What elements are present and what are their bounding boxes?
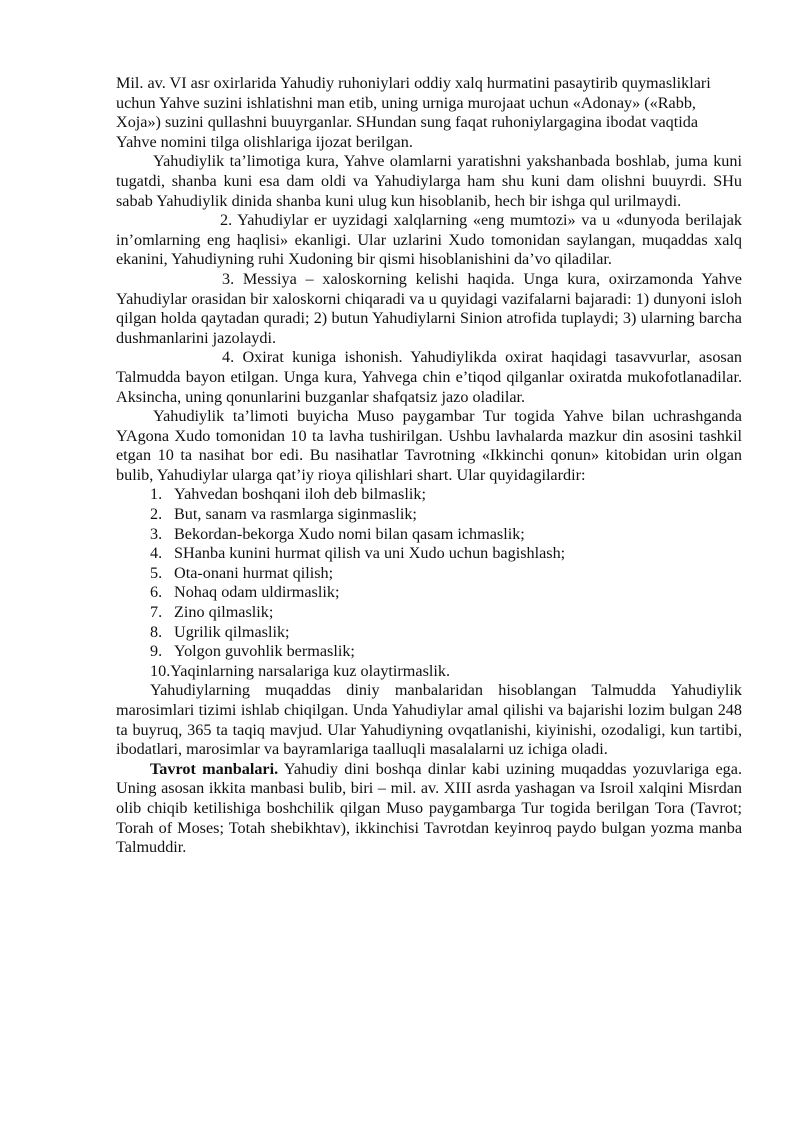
list-item-number: 5. [150,563,163,582]
list-item-text: Bekordan-bekorga Xudo nomi bilan qasam ichmaslik; [174,524,525,543]
list-item-number: 3. [150,524,163,543]
list-item-number: 6. [150,583,163,602]
paragraph-chosen-people: 2. Yahudiylar er uyzidagi xalqlarning «eng mumtozi» va u «dunyoda berilajak in’omlarning eng haqlisi» ekanligi. Ular uzlarini Xudo tomonidan saylangan, muqaddas xalq ekanini, Yahudiyning ruhi Xudoning bir qismi hisoblanishini da’vo qiladilar. [116,211,742,269]
list-item-number: 7. [150,603,163,622]
paragraph-adonay: Mil. av. VI asr oxirlarida Yahudiy ruhoniylari oddiy xalq hurmatini pasaytirib quymasliklari uchun Yahve suzini ishlatishni man etib, uning urniga murojaat uchun «Adonay» («Rabb, Xoja») suzini qullashni buuyrganlar. SHundan sung faqat ruhoniylargagina ibodat vaqtida Yahve nomini tilga olishlariga ijozat berilgan. [116,74,711,151]
list-item [150,564,742,584]
list-item [150,544,742,564]
paragraph-shabbat: Yahudiylik ta’limotiga kura, Yahve olamlarni yaratishni yakshanbada boshlab, juma kuni tugatdi, shanba kuni esa dam oldi va Yahudiylarga ham shu kuni dam olishni buuyrdi. SHu sabab Yahudiylik dinida shanba kuni ulug kun hisoblanib, hech bir ishga qul urilmaydi. [116,152,742,210]
paragraph-text: Yahudiy dini boshqa dinlar kabi uzining muqaddas yozuvlariga ega. Uning asosan ikkita manbasi bulib, biri – mil. av. XIII asrda yashagan va Isroil xalqini Misrdan olib chiqib ketilishiga boshchilik qilgan Muso paygambarga Tur togida berilgan Tora (Tavrot; Torah of Moses; Totah shebikhtav), ikkinchisi Tavrotdan keyinroq paydo bulgan yozma manba Talmuddir. [116,759,742,857]
list-item-number: 9. [150,642,163,661]
section-heading: Tavrot manbalari. [150,759,279,778]
list-item-text: Yaqinlarning narsalariga kuz olaytirmaslik. [170,661,451,680]
list-item [150,662,742,682]
list-item-text: Yahvedan boshqani iloh deb bilmaslik; [174,485,426,504]
list-item-number: 4. [150,544,163,563]
list-item [150,505,742,525]
paragraph-afterlife: 4. Oxirat kuniga ishonish. Yahudiylikda oxirat haqidagi tasavvurlar, asosan Talmudda bayon etilgan. Unga kura, Yahvega chin e’tiqod qilganlar oxiratda mukofotlanadilar. Aksincha, uning qonunlarini buzganlar shafqatsiz jazo oladilar. [116,348,742,406]
list-item-text: But, sanam va rasmlarga siginmaslik; [174,505,417,524]
paragraph-torah-sources [116,760,742,858]
list-item [150,525,742,545]
list-item-text: SHanba kunini hurmat qilish va uni Xudo uchun bagishlash; [174,544,566,563]
list-item-text: Nohaq odam uldirmaslik; [174,583,340,602]
list-item-number: 1. [150,485,163,504]
paragraph-ten-commandments-intro: Yahudiylik ta’limoti buyicha Muso paygambar Tur togida Yahve bilan uchrashganda YAgona Xudo tomonidan 10 ta lavha tushirilgan. Ushbu lavhalarda mazkur din asosini tashkil etgan 10 ta nasihat bor edi. Bu nasihatlar Tavrotning «Ikkinchi qonun» kitobidan urin olgan bulib, Yahudiylar ularga qat’iy rioya qilishlari shart. Ular quyidagilardir: [116,407,742,484]
list-item-text: Yolgon guvohlik bermaslik; [174,642,355,661]
list-item-text: Ota-onani hurmat qilish; [174,563,334,582]
list-item [150,642,742,662]
list-item [150,623,742,643]
list-item-number: 8. [150,622,163,641]
list-item [150,603,742,623]
list-item-number: 2. [150,505,163,524]
document-page [116,74,742,858]
commandments-list [116,485,742,681]
paragraph-messiah: 3. Messiya – xaloskorning kelishi haqida. Unga kura, oxirzamonda Yahve Yahudiylar orasidan bir xaloskorni chiqaradi va u quyidagi vazifalarni bajaradi: 1) dunyoni isloh qilgan holda qaytadan quradi; 2) butun Yahudiylarni Sinion atrofida tuplaydi; 3) ularning barcha dushmanlarini jazolaydi. [116,269,742,347]
list-item-text: Zino qilmaslik; [174,603,274,622]
list-item-text: Ugrilik qilmaslik; [174,622,290,641]
list-item-number: 10. [150,661,171,680]
list-item [150,583,742,603]
paragraph-talmud-rites: Yahudiylarning muqaddas diniy manbalaridan hisoblangan Talmudda Yahudiylik marosimlari tizimi ishlab chiqilgan. Unda Yahudiylar amal qilishi va bajarishi lozim bulgan 248 ta buyruq, 365 ta taqiq mavjud. Ular Yahudiyning ovqatlanishi, kiyinishi, ozodaligi, kun tartibi, ibodatlari, marosimlar va bayramlariga taalluqli masalalarni uz ichiga oladi. [116,681,742,759]
list-item [150,485,742,505]
